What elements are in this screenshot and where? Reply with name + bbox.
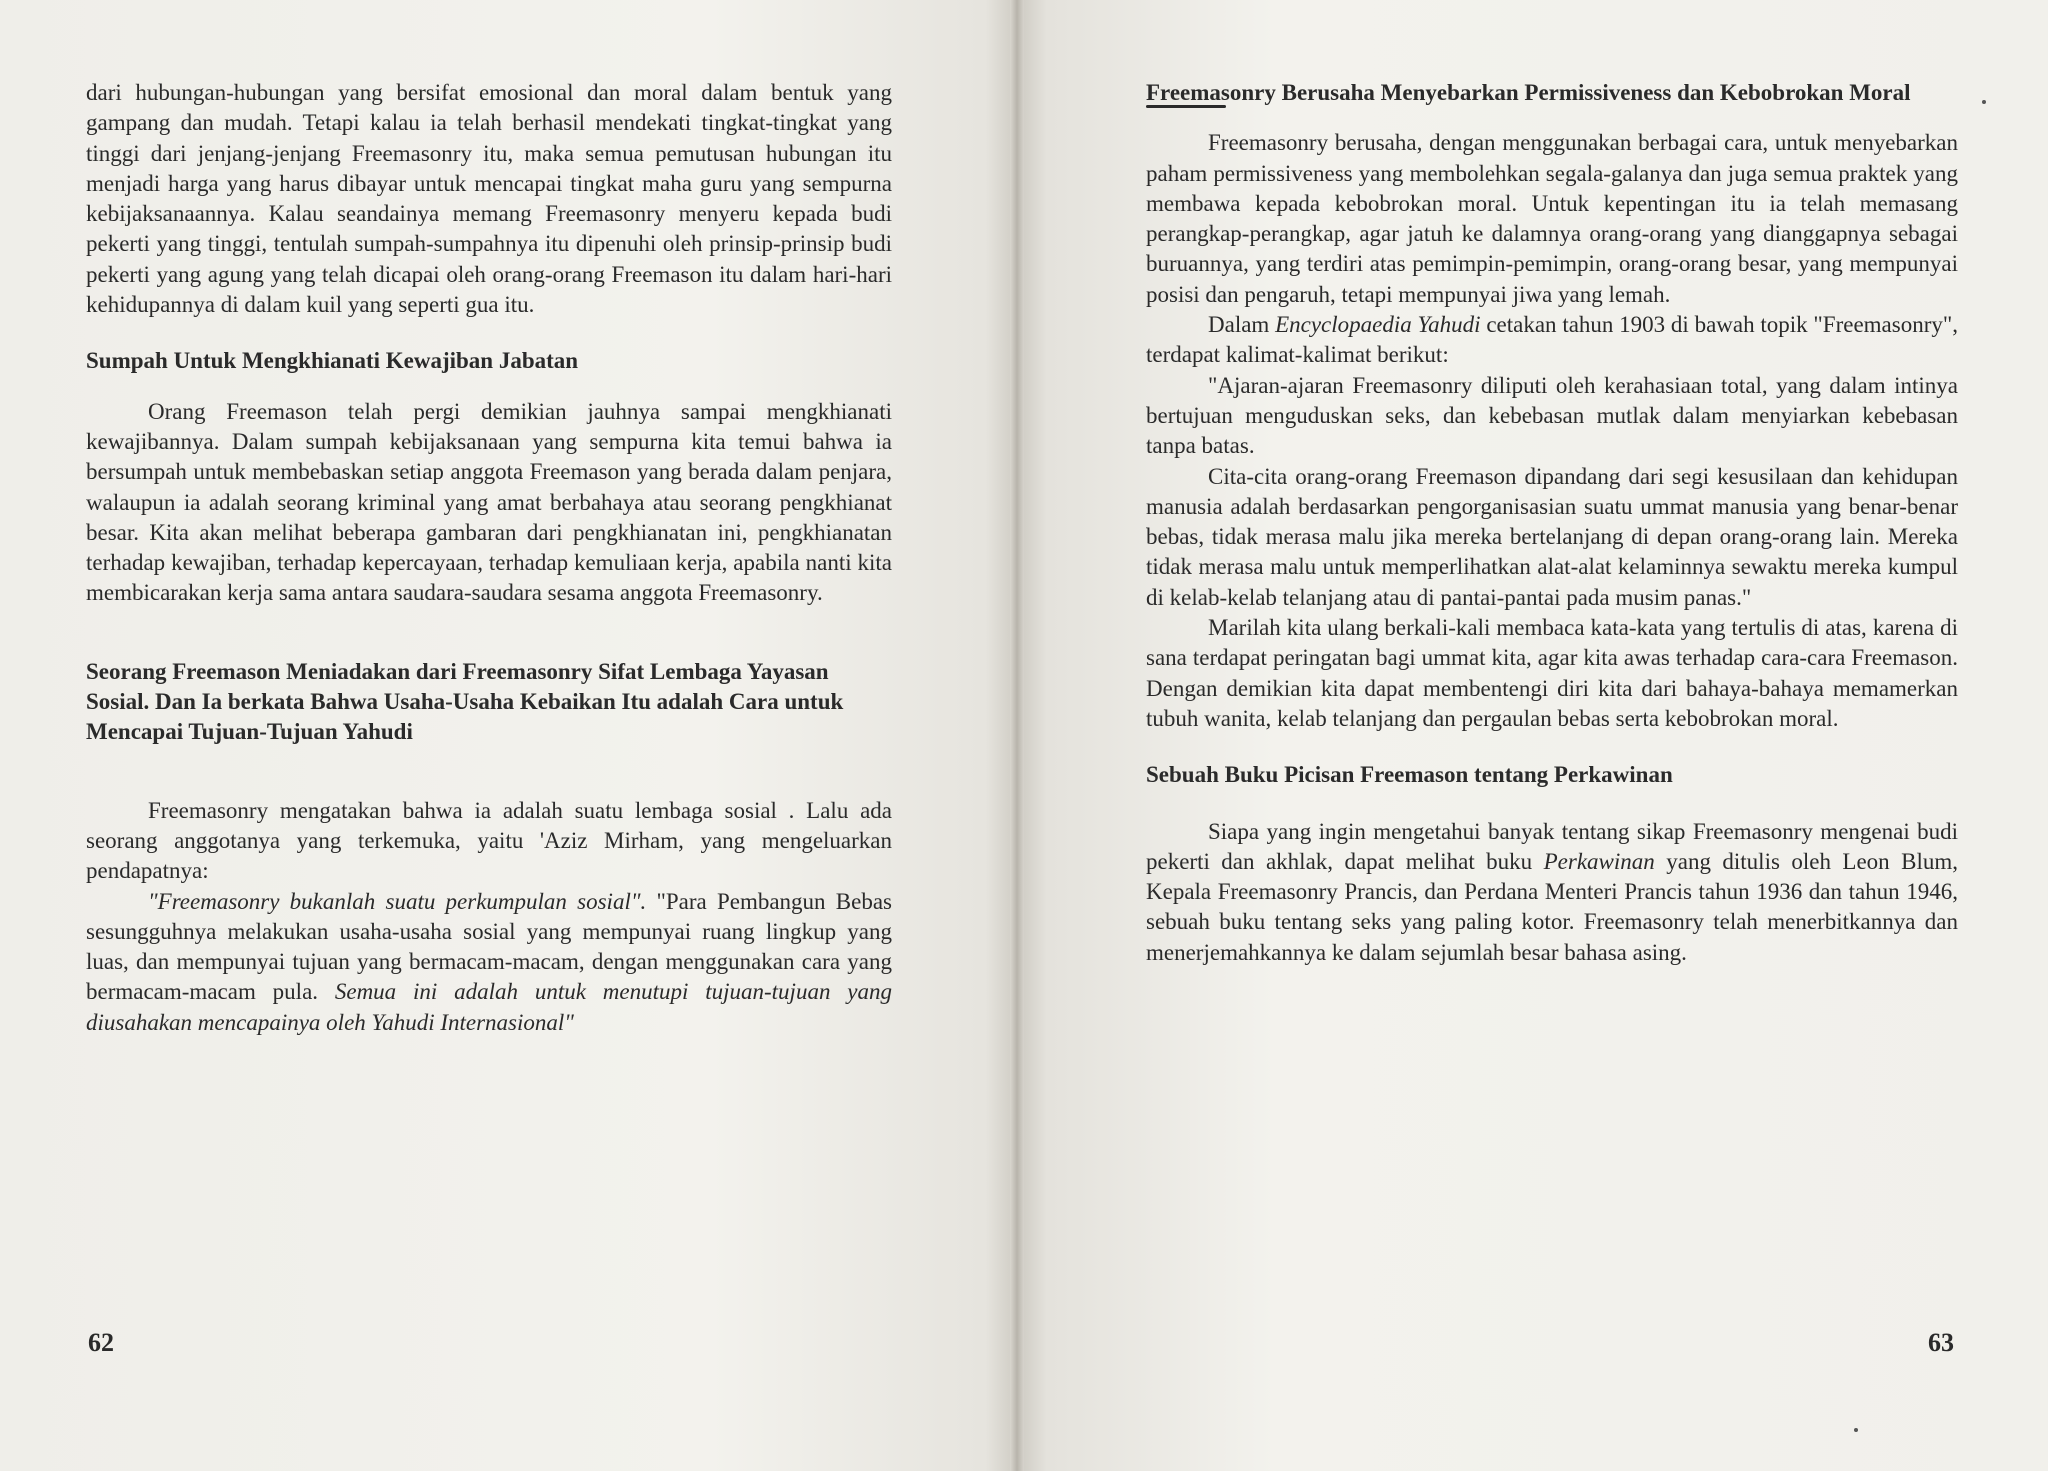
quote-paragraph (86, 887, 892, 1038)
book-title: Perkawinan (1543, 848, 1655, 874)
right-page-text-column (1146, 78, 1958, 968)
left-page-text-column (86, 78, 892, 1038)
body-paragraph: Freemasonry mengatakan bahwa ia adalah suatu lembaga sosial . Lalu ada seorang anggotanya yang terkemuka, yaitu 'Aziz Mirham, yang mengeluarkan pendapatnya: (86, 797, 892, 884)
page-number: 63 (1928, 1328, 1954, 1357)
section-heading: Sebuah Buku Picisan Freemason tentang Perkawinan (1146, 762, 1673, 788)
body-paragraph: Orang Freemason telah pergi demikian jauhnya sampai mengkhianati kewajibannya. Dalam sumpah kebijaksanaan yang sempurna kita temui bahwa ia bersumpah untuk membebaskan setiap anggota Freemason yang berada dalam penjara, walaupun ia adalah seorang kriminal yang amat berbahaya atau seorang pengkhianat besar. Kita akan melihat beberapa gambaran dari pengkhianatan ini, pengkhianatan terhadap kewajiban, terhadap kepercayaan, terhadap kemuliaan kerja, apabila nanti kita membicarakan kerja sama antara saudara-saudara sesama anggota Freemasonry. (86, 398, 892, 606)
quote-paragraph: Cita-cita orang-orang Freemason dipandang dari segi kesusilaan dan kehidupan manusia adalah berdasarkan pengorganisasian suatu ummat manusia yang benar-benar bebas, tidak merasa malu jika mereka bertelanjang di depan orang-orang lain. Mereka tidak merasa malu untuk memperlihatkan alat-alat kelaminnya sewaktu mereka kumpul di kelab-kelab telanjang atau di pantai-pantai pada musim panas." (1146, 463, 1958, 610)
body-paragraph: Freemasonry berusaha, dengan menggunakan berbagai cara, untuk menyebarkan paham permissiveness yang membolehkan segala-galanya dan juga semua praktek yang membawa kepada kebobrokan moral. Untuk kepentingan itu ia telah memasang perangkap-perangkap, agar jatuh ke dalamnya orang-orang yang dianggapnya sebagai buruannya, yang terdiri atas pemimpin-pemimpin, orang-orang besar, yang mempunyai posisi dan pengaruh, tetapi mempunyai jiwa yang lemah. (1146, 130, 1958, 307)
body-paragraph: Marilah kita ulang berkali-kali membaca kata-kata yang tertulis di atas, karena di sana terdapat peringatan bagi ummat kita, agar kita awas terhadap cara-cara Freemason. Dengan demikian kita dapat membentengi diri kita dari bahaya-bahaya memamerkan tubuh wanita, kelab telanjang dan pergaulan bebas serta kebobrokan moral. (1146, 615, 1958, 731)
italic-quote: Semua ini adalah untuk menutupi tujuan-tujuan yang diusahakan mencapainya oleh Yahudi Internasional" (86, 979, 892, 1035)
body-paragraph: Dalam Encyclopaedia Yahudi cetakan tahun 1903 di bawah topik "Freemasonry", terdapat kalimat-kalimat berikut: (1146, 312, 1959, 368)
section-heading: Seorang Freemason Meniadakan dari Freemasonry Sifat Lembaga Yayasan Sosial. Dan Ia berkata Bahwa Usaha-Usaha Kebaikan Itu adalah Cara untuk Mencapai Tujuan-Tujuan Yahudi (86, 658, 844, 745)
paragraph-intro: dari hubungan-hubungan yang bersifat emosional dan moral dalam bentuk yang gampang dan mudah. Tetapi kalau ia telah berhasil mendekati tingkat-tingkat yang tinggi dari jenjang-jenjang Freemasonry itu, maka semua pemutusan hubungan itu menjadi harga yang harus dibayar untuk mencapai tingkat maha guru yang sempurna kebijaksanaannya. Kalau seandainya memang Freemasonry menyeru kepada budi pekerti yang tinggi, tentulah sumpah-sumpahnya itu dipenuhi oleh prinsip-prinsip budi pekerti yang agung yang telah dicapai oleh orang-orang Freemason itu dalam hari-hari kehidupannya di dalam kuil yang seperti gua itu. (86, 80, 892, 318)
body-paragraph: Siapa yang ingin mengetahui banyak tentang sikap Freemasonry mengenai budi pekerti dan akhlak, dapat melihat buku Perkawinan yang ditulis oleh Leon Blum, Kepala Freemasonry Prancis, dan Perdana Menteri Prancis tahun 1936 dan tahun 1946, sebuah buku tentang seks yang paling kotor. Freemasonry telah menerbitkannya dan menerjemahkannya ke dalam sejumlah besar bahasa asing. (1146, 818, 1958, 965)
book-title: Encyclopaedia Yahudi (1275, 312, 1481, 338)
scan-speck (1854, 1428, 1858, 1432)
scan-speck (1982, 100, 1986, 104)
quote-paragraph: "Ajaran-ajaran Freemasonry diliputi oleh kerahasiaan total, yang dalam intinya bertujuan menguduskan seks, dan kebebasan mutlak dalam menyiarkan kebebasan tanpa batas. (1146, 372, 1958, 459)
page-number: 62 (88, 1328, 114, 1357)
left-page (0, 0, 1016, 1471)
italic-quote: "Freemasonry bukanlah suatu perkumpulan sosial". (148, 888, 647, 914)
section-heading: Sumpah Untuk Mengkhianati Kewajiban Jabatan (86, 348, 579, 374)
quote-text: "Para Pembangun Bebas sesungguhnya melakukan usaha-usaha sosial yang mempunyai ruang lingkup yang luas, dan mempunyai tujuan yang bermacam-macam, dengan menggunakan cara yang bermacam-macam pula. (86, 888, 892, 1005)
section-heading: Freemasonry Berusaha Menyebarkan Permissiveness dan Kebobrokan Moral (1146, 80, 1911, 105)
book-gutter (1010, 0, 1024, 1471)
